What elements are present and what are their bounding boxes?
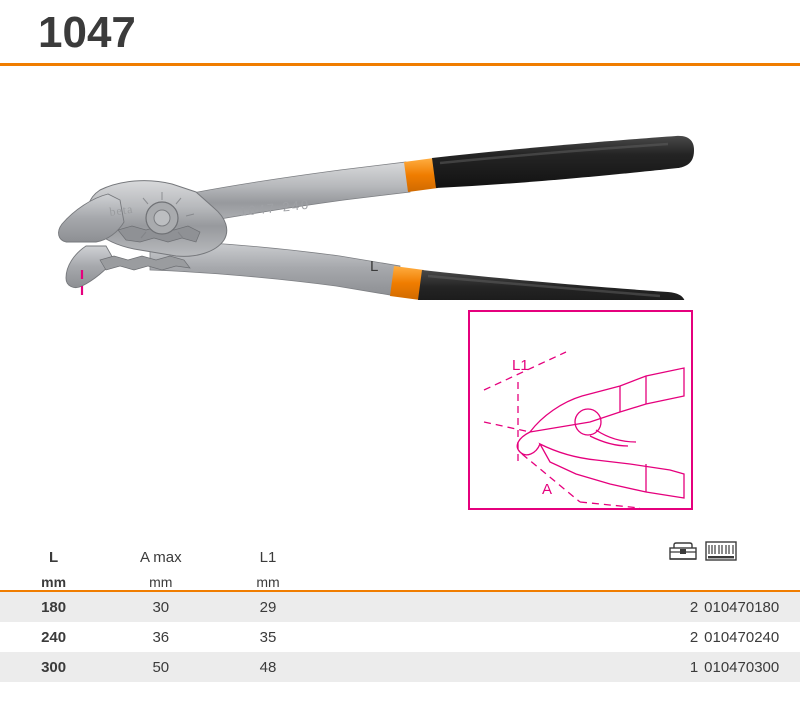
dimension-label-L: L (370, 258, 379, 275)
detail-label-L1: L1 (512, 357, 529, 374)
header-unit-code (704, 566, 800, 591)
detail-label-A: A (542, 481, 553, 498)
cell-code: 010470300 (704, 652, 800, 682)
cell-A-max: 30 (107, 591, 214, 622)
cell-A-max: 36 (152, 628, 170, 646)
product-code-title: 1047 (38, 8, 136, 57)
header-unit-spacer (322, 566, 659, 591)
cell-pcs: 2 (689, 628, 699, 646)
header-L: L (49, 549, 59, 566)
barcode-catalog-icon (704, 540, 800, 566)
header-L1: L1 (259, 549, 277, 566)
product-illustration (0, 70, 800, 300)
header-unit-L: mm (0, 566, 107, 591)
table-header-row-units (0, 566, 800, 591)
cell-code: 010470180 (704, 591, 800, 622)
cell-L1: 48 (214, 652, 321, 682)
cell-L1: 29 (214, 591, 321, 622)
cell-spacer (322, 591, 659, 622)
lower-arm (150, 240, 685, 300)
page-header (0, 0, 800, 66)
cell-spacer (322, 652, 659, 682)
brand-mark-text: beta (108, 201, 135, 219)
specification-table (0, 540, 800, 682)
cell-L: 180 (0, 591, 107, 622)
cell-L1: 35 (259, 628, 277, 646)
detail-diagram-box (468, 310, 693, 510)
table-header-row-names (0, 540, 800, 566)
header-unit-A: mm (107, 566, 214, 591)
header-unit-L1: mm (214, 566, 321, 591)
header-spacer (322, 540, 659, 566)
cell-pcs: 1 (658, 652, 704, 682)
header-A-max: A max (139, 549, 182, 566)
cell-L: 300 (0, 652, 107, 682)
cell-A-max: 50 (107, 652, 214, 682)
cell-code: 010470240 (704, 628, 780, 646)
cell-pcs: 2 (658, 591, 704, 622)
upper-arm (150, 136, 694, 230)
toolbox-icon (658, 540, 704, 566)
table-row (0, 622, 800, 652)
table-row (0, 591, 800, 622)
cell-L: 240 (41, 628, 67, 646)
table-row (0, 652, 800, 682)
header-unit-pcs (658, 566, 704, 591)
tool-marking-text: 1047-240 (238, 196, 311, 219)
cell-spacer (322, 622, 659, 652)
